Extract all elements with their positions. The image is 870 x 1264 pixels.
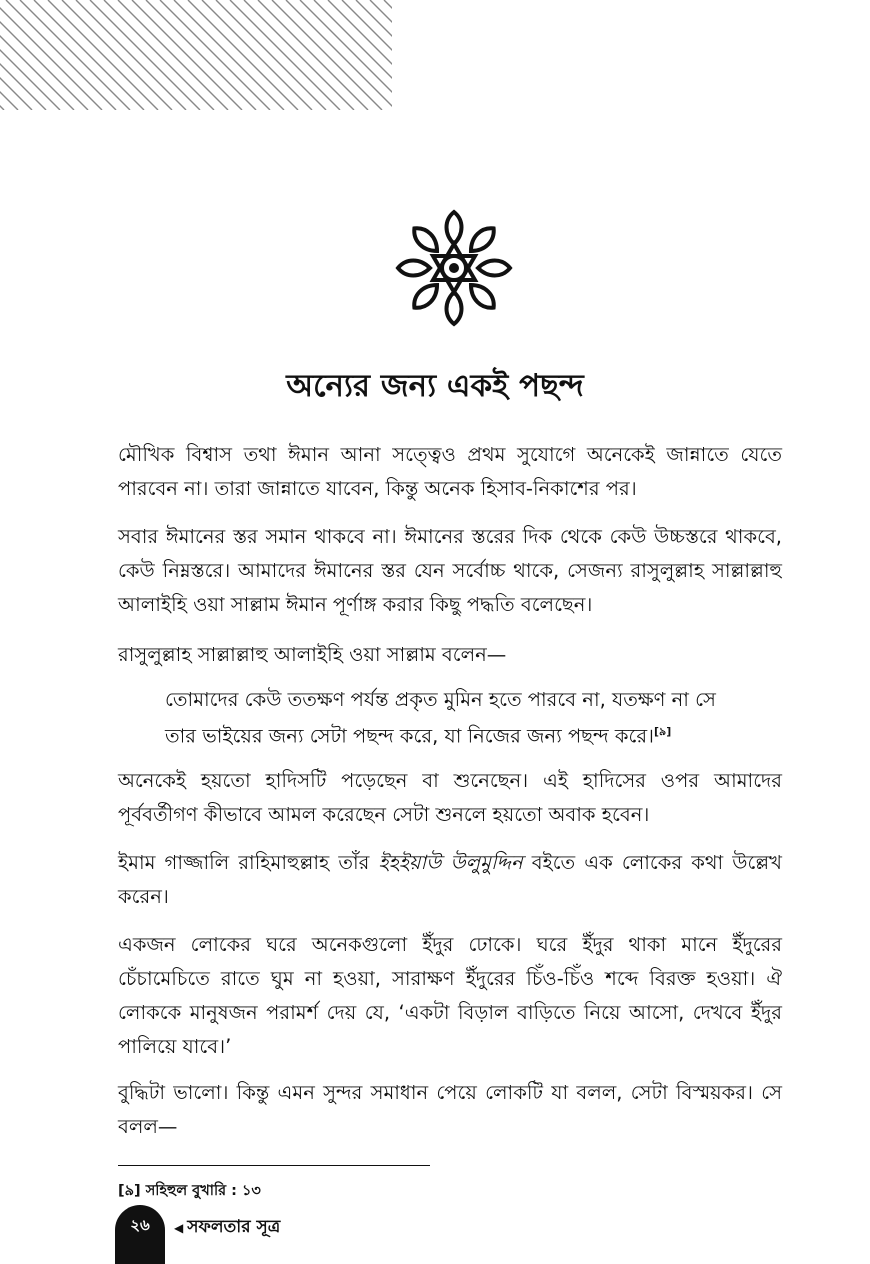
hatch-line — [230, 0, 340, 110]
hatch-line — [132, 0, 242, 110]
hatch-line — [202, 0, 312, 110]
page-number: ২৬ — [130, 1216, 150, 1234]
hatch-line — [244, 0, 354, 110]
footnote-ref[interactable]: [৯] — [654, 725, 672, 738]
hatch-line — [258, 0, 368, 110]
hatch-line — [216, 0, 326, 110]
paragraph-1: মৌখিক বিশ্বাস তথা ঈমান আনা সত্ত্বেও প্রথম সুযোগে অনেকেই জান্নাতে যেতে পারবেন না। তারা জান্নাতে যাবেন, কিন্তু অনেক হিসাব-নিকাশের পর। — [118, 443, 782, 500]
book-title: সফলতার সূত্র — [187, 1217, 281, 1237]
hadith-quote-line-2 — [165, 716, 765, 753]
hatch-line — [48, 0, 158, 110]
footnote-text: [৯] সহিহুল বুখারি : ১৩ — [118, 1183, 261, 1199]
hadith-quote-line-1: তোমাদের কেউ ততক্ষণ পর্যন্ত প্রকৃত মুমিন হতে পারবে না, যতক্ষণ না সে — [165, 688, 716, 711]
hatch-line — [6, 0, 116, 110]
paragraph-5-text-b: বইতে এক লোকের কথা উল্লেখ করেন। — [118, 851, 782, 908]
ornament-petal — [466, 280, 499, 313]
hatch-line — [90, 0, 200, 110]
hatch-line — [174, 0, 284, 110]
paragraph-2: সবার ঈমানের স্তর সমান থাকবে না। ঈমানের স্তরের দিক থেকে কেউ উচ্চস্তরে থাকবে, কেউ নিম্নস্তরে। আমাদের ঈমানের স্তর যেন সর্বোচ্চ থাকে, সেজন্য রাসুলুল্লাহ সাল্লাল্লাহু আলাইহি ওয়া সাল্লাম ঈমান পূর্ণাঙ্গ করার কিছু পদ্ধতি বলেছেন। — [118, 525, 782, 616]
hatch-line — [342, 0, 392, 110]
footnote-divider — [118, 1165, 430, 1166]
chapter-title: অন্যের জন্য একই পছন্দ — [286, 368, 584, 404]
ornament-petal — [478, 261, 510, 276]
paragraph-6: একজন লোকের ঘরে অনেকগুলো ইঁদুর ঢোকে। ঘরে ইঁদুর থাকা মানে ইঁদুরের চেঁচামেচিতে রাতে ঘুম না হওয়া, সারাক্ষণ ইঁদুরের চিঁও-চিঁও শব্দে বিরক্ত হওয়া। ঐ লোককে মানুষজন পরামর্শ দেয় যে, ‘একটা বিড়াল বাড়িতে নিয়ে আসো, দেখবে ইঁদুর পালিয়ে যাবে।’ — [118, 933, 782, 1058]
hatch-line — [272, 0, 382, 110]
paragraph-3: রাসুলুল্লাহ সাল্লাল্লাহু আলাইহি ওয়া সাল্লাম বলেন— — [118, 643, 507, 666]
paragraph-5 — [118, 846, 782, 914]
hatch-line — [76, 0, 186, 110]
ornament-petal — [447, 292, 462, 324]
book-name: ইহইয়াউ উলুমুদ্দিন — [378, 851, 523, 874]
hatch-line — [34, 0, 144, 110]
left-triangle-icon: ◀ — [174, 1221, 184, 1235]
hatch-line — [62, 0, 172, 110]
hatch-line — [188, 0, 298, 110]
hadith-quote-text: তার ভাইয়ের জন্য সেটা পছন্দ করে, যা নিজের জন্য পছন্দ করে। — [165, 724, 655, 748]
ornament-petal — [447, 212, 462, 244]
hatch-line — [286, 0, 392, 110]
ornament-petal — [409, 223, 442, 256]
hatch-line — [384, 0, 392, 110]
hatch-line — [160, 0, 270, 110]
hatch-line — [104, 0, 214, 110]
paragraph-7: বুদ্ধিটা ভালো। কিন্তু এমন সুন্দর সমাধান পেয়ে লোকটি যা বলল, সেটা বিস্ময়কর। সে বলল— — [118, 1081, 782, 1138]
hatch-pattern-decoration — [0, 0, 392, 110]
hatch-line — [146, 0, 256, 110]
paragraph-5-text-a: ইমাম গাজ্জালি রাহিমাহুল্লাহ তাঁর — [118, 851, 379, 874]
hatch-line — [118, 0, 228, 110]
running-title — [174, 1214, 280, 1242]
paragraph-4: অনেকেই হয়তো হাদিসটি পড়েছেন বা শুনেছেন। এই হাদিসের ওপর আমাদের পূর্ববর্তীগণ কীভাবে আমল করেছেন সেটা শুনলে হয়তো অবাক হবেন। — [118, 769, 782, 826]
flower-ornament-icon — [394, 208, 514, 328]
hatch-line — [20, 0, 130, 110]
ornament-petal — [409, 280, 442, 313]
ornament-petal — [398, 261, 430, 276]
ornament-petal — [466, 223, 499, 256]
